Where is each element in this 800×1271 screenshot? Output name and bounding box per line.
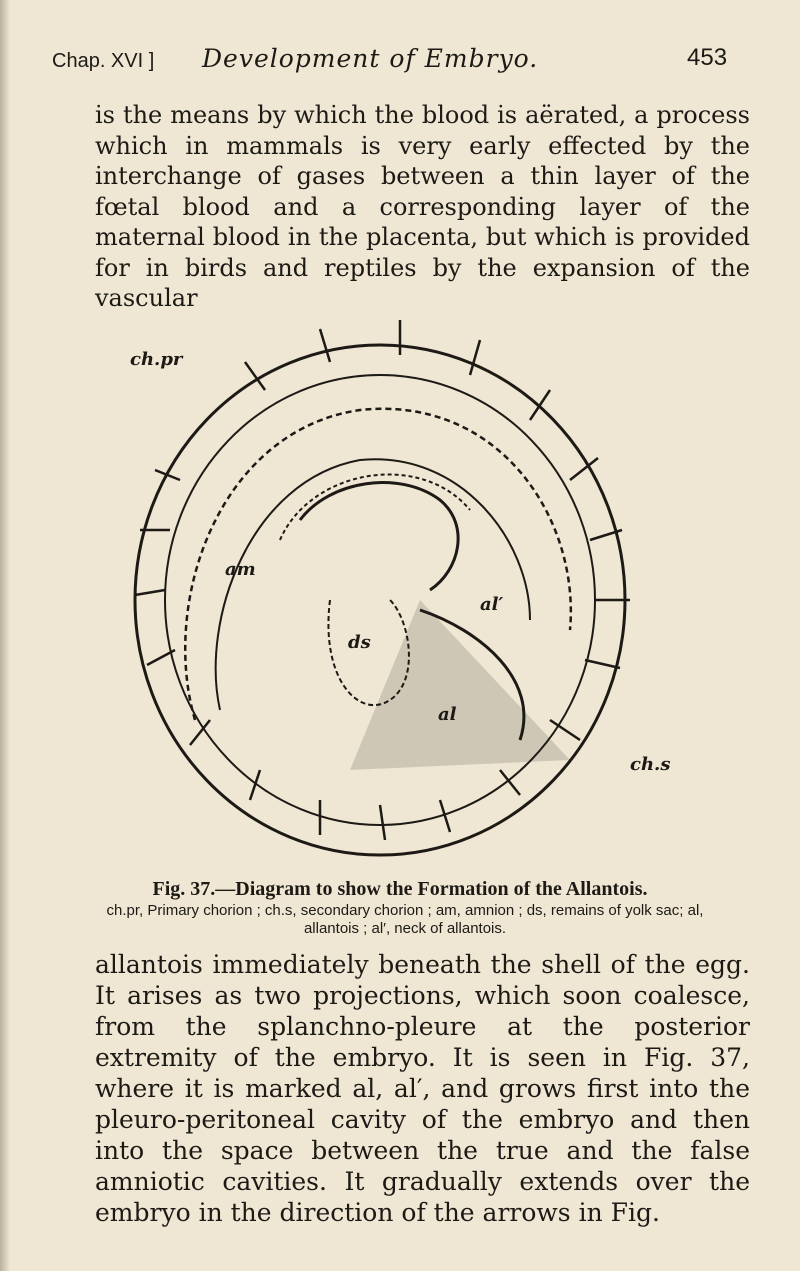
allantois-diagram bbox=[100, 300, 700, 875]
chapter-label: Chap. XVI ] bbox=[52, 50, 155, 72]
secondary-chorion-outline bbox=[135, 345, 625, 855]
page-gutter-shadow bbox=[0, 0, 10, 1271]
embryo-curve bbox=[300, 483, 458, 590]
figure-caption-title: Fig. 37.—Diagram to show the Formation of the Allantois. bbox=[152, 878, 648, 900]
figure-37-diagram bbox=[100, 300, 700, 875]
label-al: al bbox=[438, 704, 457, 725]
label-am: am bbox=[225, 559, 256, 580]
running-header bbox=[52, 44, 600, 84]
allantois-shading bbox=[350, 600, 570, 770]
figure-caption-legend: ch.pr, Primary chorion ; ch.s, secondary chorion ; am, amnion ; ds, remains of yolk sac; al, allantois ; al′, neck of allantois. bbox=[106, 902, 704, 937]
label-ch-pr: ch.pr bbox=[130, 349, 183, 370]
label-al-prime: al′ bbox=[480, 594, 504, 615]
paragraph-top: is the means by which the blood is aërated, a process which in mammals is very early effected by the interchange of gases between a thin layer of the fœtal blood and a corresponding layer of the maternal blood in the placenta, but which is provided for in birds and reptiles by the expansion of the vascular bbox=[95, 101, 750, 312]
label-ch-s: ch.s bbox=[630, 754, 671, 775]
running-title: Development of Embryo. bbox=[202, 44, 539, 73]
paragraph-bottom: allantois immediately beneath the shell of the egg. It arises as two projections, which soon coalesce, from the splanchno-pleure at the posterior extremity of the embryo. It is seen in Fig. 37, where it is marked al, al′, and grows first into the pleuro-peritoneal cavity of the embryo and then into the space between the true and the false amniotic cavities. It gradually extends over the embryo in the direction of the arrows in Fig. bbox=[95, 950, 750, 1227]
page-number: 453 bbox=[687, 44, 728, 71]
label-ds: ds bbox=[348, 632, 371, 653]
